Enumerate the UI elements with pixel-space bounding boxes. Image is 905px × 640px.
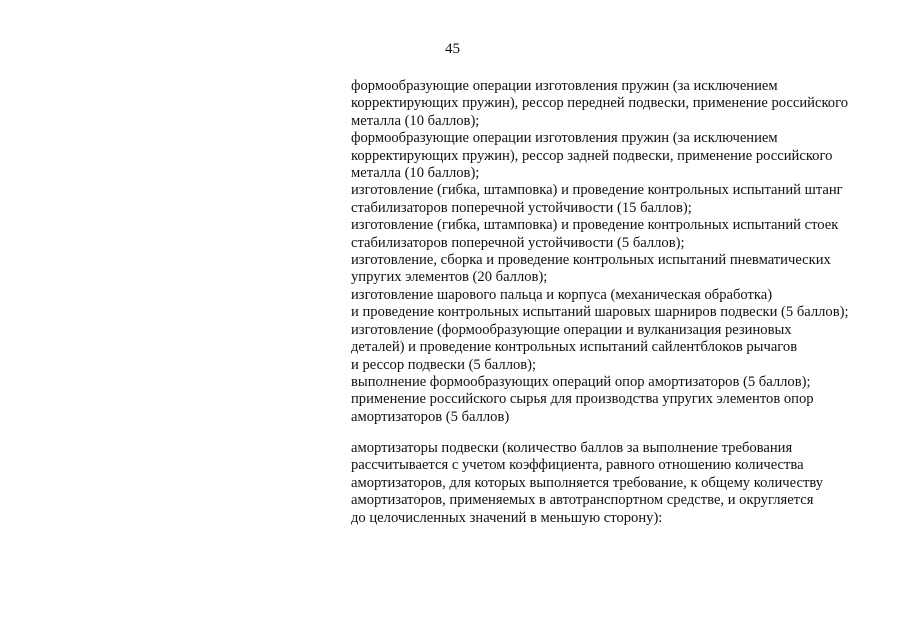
text-line: изготовление (гибка, штамповка) и проведение контрольных испытаний стоек	[351, 217, 839, 234]
paragraph-requirements-list	[351, 78, 891, 426]
text-line: стабилизаторов поперечной устойчивости (15 баллов);	[351, 199, 692, 216]
text-line: амортизаторов (5 баллов)	[351, 408, 510, 425]
text-line: изготовление (гибка, штамповка) и проведение контрольных испытаний штанг	[351, 182, 843, 199]
text-line: металла (10 баллов);	[351, 112, 480, 129]
text-line: до целочисленных значений в меньшую сторону):	[351, 509, 663, 526]
text-line: и проведение контрольных испытаний шаровых шарниров подвески (5 баллов);	[351, 304, 849, 321]
text-line: выполнение формообразующих операций опор амортизаторов (5 баллов);	[351, 373, 811, 390]
text-line: амортизаторов, применяемых в автотранспортном средстве, и округляется	[351, 492, 814, 509]
text-line: формообразующие операции изготовления пружин (за исключением	[351, 78, 778, 94]
text-line: формообразующие операции изготовления пружин (за исключением	[351, 130, 778, 147]
text-line: и рессор подвески (5 баллов);	[351, 356, 537, 373]
text-line: упругих элементов (20 баллов);	[351, 269, 548, 286]
text-line: применение российского сырья для производства упругих элементов опор	[351, 391, 814, 408]
text-line: стабилизаторов поперечной устойчивости (5 баллов);	[351, 234, 685, 251]
text-line: амортизаторы подвески (количество баллов за выполнение требования	[351, 440, 793, 456]
text-line: металла (10 баллов);	[351, 165, 480, 182]
text-line: амортизаторов, для которых выполняется требование, к общему количеству	[351, 474, 824, 491]
text-line: корректирующих пружин), рессор передней подвески, применение российского	[351, 95, 849, 112]
text-line: деталей) и проведение контрольных испытаний сайлентблоков рычагов	[351, 339, 798, 356]
text-line: изготовление шарового пальца и корпуса (механическая обработка)	[351, 286, 773, 303]
text-line: корректирующих пружин), рессор задней подвески, применение российского	[351, 147, 833, 164]
text-line: изготовление, сборка и проведение контрольных испытаний пневматических	[351, 252, 831, 269]
page-number: 45	[445, 41, 460, 57]
paragraph-shock-absorbers	[351, 440, 891, 527]
text-line: рассчитывается с учетом коэффициента, равного отношению количества	[351, 457, 804, 474]
text-line: изготовление (формообразующие операции и вулканизация резиновых	[351, 321, 792, 338]
